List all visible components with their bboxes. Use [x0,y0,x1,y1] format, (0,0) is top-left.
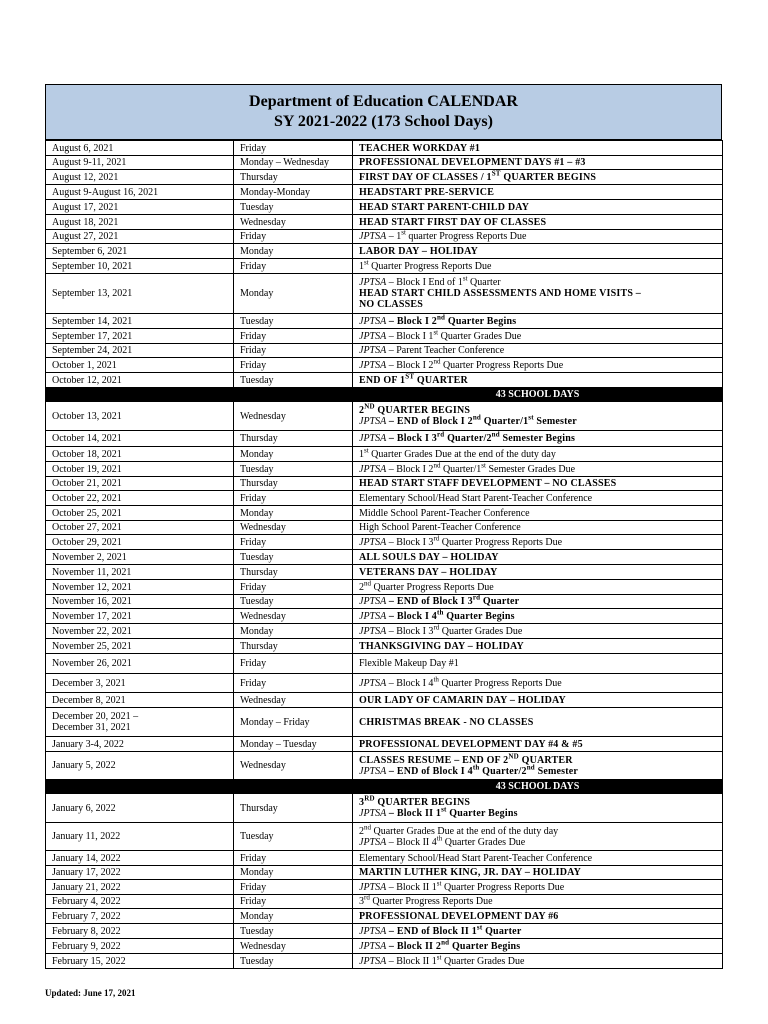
event-cell [353,259,723,274]
calendar-row [46,866,723,880]
section-label: 43 SCHOOL DAYS [353,780,723,794]
event-cell [353,462,723,477]
date-cell: November 16, 2021 [46,595,234,609]
weekday-cell: Monday – Friday [234,708,353,737]
event-cell [353,170,723,185]
section-divider-row [46,388,723,402]
date-cell: January 17, 2022 [46,866,234,880]
weekday-cell: Friday [234,358,353,373]
date-cell: December 8, 2021 [46,693,234,708]
event-cell [353,654,723,674]
event-cell [353,595,723,609]
event-line: 2nd Quarter Progress Reports Due [359,579,494,593]
event-line: JPTSA – Block I 1st Quarter Grades Due [359,328,522,342]
event-line: JPTSA – Block II 1st Quarter Grades Due [359,953,525,967]
event-line: JPTSA – END of Block I 3rd Quarter [359,594,520,607]
event-line: 1st Quarter Grades Due at the end of the duty day [359,446,556,460]
date-cell: September 10, 2021 [46,259,234,274]
calendar-row [46,924,723,939]
weekday-cell: Tuesday [234,954,353,969]
event-line: HEAD START STAFF DEVELOPMENT – NO CLASSES [359,478,617,489]
calendar-row [46,674,723,693]
event-cell [353,344,723,358]
weekday-cell: Thursday [234,565,353,580]
weekday-cell: Tuesday [234,200,353,215]
section-blank-cell [234,388,353,402]
date-cell: January 21, 2022 [46,880,234,895]
event-cell [353,851,723,866]
calendar-row [46,141,723,156]
date-cell: October 19, 2021 [46,462,234,477]
weekday-cell: Monday – Tuesday [234,737,353,752]
event-cell [353,752,723,780]
event-cell [353,447,723,462]
date-cell: November 22, 2021 [46,624,234,639]
event-line: JPTSA – Block I End of 1st Quarter [359,274,501,288]
calendar-row [46,595,723,609]
event-line: JPTSA – Block I 3rd Quarter Progress Reports Due [359,534,563,548]
date-cell: January 5, 2022 [46,752,234,780]
event-cell [353,431,723,447]
date-cell: February 8, 2022 [46,924,234,939]
weekday-cell: Monday [234,909,353,924]
event-cell [353,521,723,535]
event-line: LABOR DAY – HOLIDAY [359,245,479,257]
event-cell [353,609,723,624]
calendar-row [46,895,723,909]
event-line: High School Parent-Teacher Conference [359,522,521,533]
event-cell [353,909,723,924]
calendar-row [46,609,723,624]
calendar-header [45,84,722,140]
calendar-row [46,230,723,244]
date-cell: November 12, 2021 [46,580,234,595]
date-cell: November 2, 2021 [46,550,234,565]
event-cell [353,314,723,329]
calendar-row [46,535,723,550]
event-cell [353,244,723,259]
event-cell [353,156,723,170]
event-cell [353,550,723,565]
event-cell [353,939,723,954]
event-line: JPTSA – Block II 1st Quarter Progress Reports Due [359,879,565,893]
event-line: PROFESSIONAL DEVELOPMENT DAY #6 [359,910,559,922]
calendar-row [46,170,723,185]
weekday-cell: Wednesday [234,752,353,780]
event-cell [353,230,723,244]
date-cell: October 1, 2021 [46,358,234,373]
weekday-cell: Friday [234,259,353,274]
event-cell [353,491,723,506]
event-line: HEAD START FIRST DAY OF CLASSES [359,216,547,228]
event-cell [353,674,723,693]
weekday-cell: Wednesday [234,609,353,624]
date-cell: January 6, 2022 [46,794,234,823]
event-line: ALL SOULS DAY – HOLIDAY [359,551,499,563]
event-cell [353,185,723,200]
calendar-row [46,654,723,674]
section-divider-row [46,780,723,794]
weekday-cell: Thursday [234,794,353,823]
event-line: JPTSA – END of Block I 2nd Quarter/1st Semester [359,413,577,427]
weekday-cell: Tuesday [234,462,353,477]
calendar [45,84,722,969]
calendar-row [46,565,723,580]
date-cell: September 14, 2021 [46,314,234,329]
calendar-row [46,752,723,780]
event-cell [353,954,723,969]
event-cell [353,880,723,895]
calendar-row [46,200,723,215]
weekday-cell: Friday [234,141,353,156]
date-cell: September 6, 2021 [46,244,234,259]
weekday-cell: Wednesday [234,215,353,230]
calendar-row [46,358,723,373]
event-cell [353,329,723,344]
event-line: CHRISTMAS BREAK - NO CLASSES [359,716,534,728]
weekday-cell: Friday [234,535,353,550]
event-line: JPTSA – 1st quarter Progress Reports Due [359,229,527,242]
calendar-row [46,506,723,521]
weekday-cell: Monday [234,447,353,462]
date-cell: October 25, 2021 [46,506,234,521]
event-line: TEACHER WORKDAY #1 [359,142,481,154]
calendar-row [46,274,723,314]
date-cell: November 25, 2021 [46,639,234,654]
event-line: 3RD QUARTER BEGINS [359,794,471,808]
calendar-row [46,794,723,823]
event-line: PROFESSIONAL DEVELOPMENT DAYS #1 – #3 [359,157,586,168]
event-line: OUR LADY OF CAMARIN DAY – HOLIDAY [359,694,566,706]
event-cell [353,895,723,909]
event-line: FIRST DAY OF CLASSES / 1ST QUARTER BEGINS [359,169,597,183]
date-cell: October 27, 2021 [46,521,234,535]
weekday-cell: Friday [234,895,353,909]
weekday-cell: Monday [234,274,353,314]
event-line: HEADSTART PRE-SERVICE [359,186,495,198]
calendar-subtitle: SY 2021-2022 (173 School Days) [274,113,493,130]
weekday-cell: Friday [234,344,353,358]
calendar-row [46,521,723,535]
calendar-row [46,215,723,230]
event-cell [353,708,723,737]
weekday-cell: Monday [234,506,353,521]
event-line: HEAD START PARENT-CHILD DAY [359,201,530,213]
section-blank-cell [234,780,353,794]
weekday-cell: Friday [234,654,353,674]
event-line: 2nd Quarter Grades Due at the end of the duty day [359,823,559,837]
event-cell [353,737,723,752]
weekday-cell: Monday [234,866,353,880]
date-cell: August 9-August 16, 2021 [46,185,234,200]
date-cell: February 15, 2022 [46,954,234,969]
date-cell: November 11, 2021 [46,565,234,580]
date-cell: October 18, 2021 [46,447,234,462]
weekday-cell: Friday [234,851,353,866]
event-line: Middle School Parent-Teacher Conference [359,507,530,519]
event-line: JPTSA – Block I 2nd Quarter/1st Semester Grades Due [359,461,576,475]
event-line: VETERANS DAY – HOLIDAY [359,566,498,578]
event-line: JPTSA – Block I 3rd Quarter/2nd Semester Begins [359,430,576,444]
event-line: JPTSA – END of Block I 4th Quarter/2nd Semester [359,763,579,777]
calendar-row [46,693,723,708]
event-cell [353,866,723,880]
calendar-row [46,244,723,259]
section-blank-cell [46,388,234,402]
calendar-row [46,639,723,654]
updated-note: Updated: June 17, 2021 [45,988,136,998]
calendar-row [46,737,723,752]
weekday-cell: Tuesday [234,550,353,565]
date-cell: September 17, 2021 [46,329,234,344]
weekday-cell: Friday [234,491,353,506]
event-line: 2ND QUARTER BEGINS [359,402,471,416]
date-cell: October 12, 2021 [46,373,234,388]
event-line: PROFESSIONAL DEVELOPMENT DAY #4 & #5 [359,738,583,750]
calendar-row [46,491,723,506]
event-line: JPTSA – Block I 4th Quarter Progress Reports Due [359,675,562,689]
date-cell: February 9, 2022 [46,939,234,954]
calendar-table [45,140,723,969]
event-line: JPTSA – Block I 2nd Quarter Progress Reports Due [359,357,564,371]
event-cell [353,215,723,230]
weekday-cell: Tuesday [234,823,353,851]
event-line: MARTIN LUTHER KING, JR. DAY – HOLIDAY [359,867,582,878]
event-cell [353,535,723,550]
calendar-row [46,909,723,924]
weekday-cell: Friday [234,580,353,595]
date-cell: November 26, 2021 [46,654,234,674]
event-line: HEAD START CHILD ASSESSMENTS AND HOME VISITS – [359,288,641,299]
date-cell: August 18, 2021 [46,215,234,230]
calendar-row [46,156,723,170]
event-cell [353,373,723,388]
calendar-row [46,462,723,477]
event-line: JPTSA – Block I 2nd Quarter Begins [359,313,517,327]
event-cell [353,639,723,654]
calendar-row [46,185,723,200]
section-blank-cell [46,780,234,794]
calendar-row [46,431,723,447]
weekday-cell: Wednesday [234,693,353,708]
date-cell: September 13, 2021 [46,274,234,314]
date-cell: August 9-11, 2021 [46,156,234,170]
event-cell [353,823,723,851]
event-line: END OF 1ST QUARTER [359,372,468,386]
calendar-row [46,344,723,358]
event-cell [353,402,723,431]
event-line: 1st Quarter Progress Reports Due [359,258,492,272]
calendar-row [46,954,723,969]
date-cell: January 3-4, 2022 [46,737,234,752]
event-cell [353,693,723,708]
weekday-cell: Monday [234,624,353,639]
event-cell [353,200,723,215]
date-cell: January 11, 2022 [46,823,234,851]
calendar-row [46,624,723,639]
event-cell [353,924,723,939]
date-cell: February 7, 2022 [46,909,234,924]
event-line: Flexible Makeup Day #1 [359,658,459,669]
calendar-row [46,580,723,595]
weekday-cell: Tuesday [234,314,353,329]
event-line: JPTSA – Block II 4th Quarter Grades Due [359,834,526,848]
event-line: JPTSA – END of Block II 1st Quarter [359,923,522,937]
date-cell: September 24, 2021 [46,344,234,358]
event-line: Elementary School/Head Start Parent-Teacher Conference [359,492,593,504]
calendar-row [46,373,723,388]
event-line: JPTSA – Block I 4th Quarter Begins [359,608,515,622]
weekday-cell: Tuesday [234,373,353,388]
event-line: 3rd Quarter Progress Reports Due [359,894,493,907]
calendar-row [46,939,723,954]
event-line: JPTSA – Block II 1st Quarter Begins [359,805,518,819]
calendar-row [46,880,723,895]
event-line: JPTSA – Block II 2nd Quarter Begins [359,938,521,952]
event-cell [353,358,723,373]
calendar-row [46,477,723,491]
calendar-title: Department of Education CALENDAR [249,93,518,110]
event-cell [353,565,723,580]
event-line: CLASSES RESUME – END OF 2ND QUARTER [359,752,573,766]
weekday-cell: Wednesday [234,939,353,954]
date-cell: October 13, 2021 [46,402,234,431]
weekday-cell: Monday – Wednesday [234,156,353,170]
calendar-row [46,329,723,344]
event-cell [353,506,723,521]
event-cell [353,794,723,823]
weekday-cell: Thursday [234,431,353,447]
weekday-cell: Thursday [234,477,353,491]
weekday-cell: Friday [234,880,353,895]
weekday-cell: Monday-Monday [234,185,353,200]
date-cell: October 29, 2021 [46,535,234,550]
date-cell: January 14, 2022 [46,851,234,866]
event-cell [353,141,723,156]
calendar-row [46,823,723,851]
event-line: THANKSGIVING DAY – HOLIDAY [359,640,524,652]
date-cell: August 12, 2021 [46,170,234,185]
date-cell: August 17, 2021 [46,200,234,215]
date-cell: December 3, 2021 [46,674,234,693]
weekday-cell: Friday [234,329,353,344]
calendar-row [46,550,723,565]
event-line: NO CLASSES [359,299,423,310]
date-cell: August 27, 2021 [46,230,234,244]
date-cell: October 14, 2021 [46,431,234,447]
weekday-cell: Monday [234,244,353,259]
calendar-row [46,708,723,737]
section-label: 43 SCHOOL DAYS [353,388,723,402]
weekday-cell: Wednesday [234,402,353,431]
event-cell [353,274,723,314]
date-cell: October 21, 2021 [46,477,234,491]
event-cell [353,477,723,491]
date-cell: February 4, 2022 [46,895,234,909]
weekday-cell: Wednesday [234,521,353,535]
calendar-row [46,402,723,431]
calendar-row [46,314,723,329]
weekday-cell: Thursday [234,639,353,654]
date-cell: December 20, 2021 – December 31, 2021 [46,708,234,737]
weekday-cell: Friday [234,230,353,244]
event-line: JPTSA – Block I 3rd Quarter Grades Due [359,623,523,637]
date-cell: November 17, 2021 [46,609,234,624]
date-cell: October 22, 2021 [46,491,234,506]
date-cell: August 6, 2021 [46,141,234,156]
weekday-cell: Tuesday [234,924,353,939]
calendar-row [46,851,723,866]
event-line: Elementary School/Head Start Parent-Teacher Conference [359,852,593,864]
weekday-cell: Tuesday [234,595,353,609]
calendar-row [46,447,723,462]
event-cell [353,624,723,639]
weekday-cell: Thursday [234,170,353,185]
event-cell [353,580,723,595]
weekday-cell: Friday [234,674,353,693]
event-line: JPTSA – Parent Teacher Conference [359,345,505,356]
calendar-row [46,259,723,274]
